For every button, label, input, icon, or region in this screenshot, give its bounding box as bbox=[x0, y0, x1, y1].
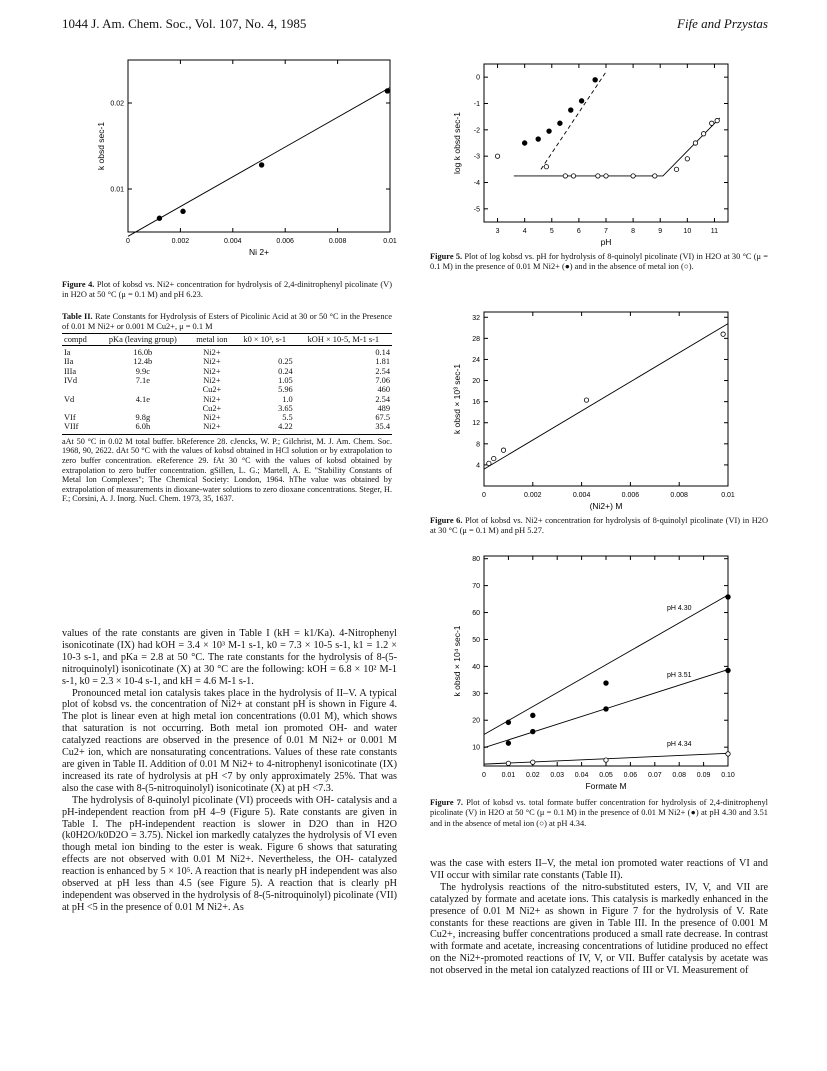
y-tick-label: -5 bbox=[473, 206, 480, 214]
y-tick-label: 32 bbox=[472, 314, 480, 322]
figure-4-caption-text: Plot of kobsd vs. Ni2+ concentration for hydrolysis of 2,4-dinitrophenyl picolinate (V) in H2O at 50 °C (μ = 0.1 M) and pH 6.23. bbox=[62, 280, 392, 300]
table-cell: 7.06 bbox=[375, 376, 390, 385]
data-point-filled bbox=[604, 707, 609, 712]
data-point-open bbox=[604, 174, 608, 178]
plot-frame bbox=[484, 312, 728, 486]
paragraph: The hydrolysis of 8-quinolyl picolinate (VI) proceeds with OH- catalysis and a pH-independent reaction from pH 4–9 (Figure 5). Rate constants are given in Table I. The pH-independent reaction is slower in D2O than in H2O (k0H2O/k0D2O = 3.75). Nickel ion markedly catalyzes the hydrolysis of VI even though metal ion binding to the ester is weak. Figure 6 shows that saturating effects are not observed with 0.01 M Ni2+. Nevertheless, the OH- catalyzed reaction is enhanced by 5 × 10⁵. A reaction that is nearly pH independent was also observed at pH less than 4.5 (see Figure 5). A reaction that is clearly pH independent was observed in the hydrolysis of 8-(5-nitroquinolyl) picolinate (VII) at pH <5 in the presence of 0.01 M Ni2+. As bbox=[62, 794, 397, 913]
table-cell: 67.5 bbox=[375, 413, 390, 423]
y-tick-label: 8 bbox=[476, 441, 480, 449]
left-column-text bbox=[62, 628, 397, 914]
x-tick-label: 3 bbox=[495, 228, 500, 235]
table-row bbox=[62, 404, 392, 413]
data-point-filled bbox=[726, 668, 731, 673]
x-tick-label: 0 bbox=[482, 772, 486, 779]
data-point-filled bbox=[385, 89, 390, 94]
x-tick-label: 0.002 bbox=[171, 238, 190, 245]
x-tick-label: 0.01 bbox=[501, 772, 516, 779]
authors-header: Fife and Przystas bbox=[677, 16, 768, 31]
y-tick-label: 30 bbox=[472, 690, 480, 698]
y-tick-label: 50 bbox=[472, 636, 480, 644]
y-tick-label: -1 bbox=[473, 101, 480, 108]
table-2-header: pKa (leaving group) bbox=[97, 333, 190, 345]
data-point-filled bbox=[593, 78, 598, 83]
table-cell: Ni2+ bbox=[203, 348, 221, 358]
table-row bbox=[62, 422, 392, 434]
x-tick-label: 0.002 bbox=[524, 492, 542, 499]
table-cell: 2.54 bbox=[375, 366, 390, 376]
data-point-open bbox=[492, 456, 496, 460]
table-cell: Ni2+ bbox=[203, 394, 221, 404]
table-cell: 1.0 bbox=[282, 394, 293, 404]
data-point-open bbox=[685, 157, 689, 161]
table-cell: 460 bbox=[377, 385, 390, 395]
table-2-header: metal ion bbox=[189, 333, 235, 345]
table-cell bbox=[62, 404, 97, 413]
data-point-filled bbox=[157, 216, 162, 221]
table-cell: 12.4b bbox=[133, 357, 153, 367]
data-point-filled bbox=[259, 163, 264, 168]
table-row bbox=[62, 413, 392, 422]
data-point-open bbox=[596, 174, 600, 178]
x-tick-label: 0.006 bbox=[276, 238, 294, 245]
y-tick-label: 20 bbox=[472, 378, 480, 386]
x-tick-label: 0 bbox=[482, 492, 486, 499]
table-cell: VIIf bbox=[62, 422, 97, 434]
table-cell: Cu2+ bbox=[202, 385, 222, 395]
table-2-title-text: Rate Constants for Hydrolysis of Esters of Picolinic Acid at 30 or 50 °C in the Presence of 0.01 M Ni2+ or 0.001 M Cu2+, μ = 0.1 M bbox=[62, 312, 392, 332]
x-tick-label: 7 bbox=[604, 228, 608, 235]
data-point-open bbox=[531, 760, 535, 764]
x-tick-label: 0.05 bbox=[599, 772, 613, 779]
x-tick-label: 0.004 bbox=[224, 238, 242, 245]
table-cell: 0.24 bbox=[278, 366, 293, 376]
table-cell: 1.05 bbox=[278, 376, 293, 385]
data-point-open bbox=[604, 758, 608, 762]
y-axis-label: log k obsd sec-1 bbox=[452, 112, 462, 174]
data-point-open bbox=[653, 174, 657, 178]
figure-7-caption-text: Plot of kobsd vs. total formate buffer concentration for hydrolysis of 2,4-dinitrophenyl picolinate (V) in H2O at 50 °C (μ = 0.1 M) in the presence of 0.01 M Ni2+ (●) at pH 4.30 and 3.51 and in the absence of metal ion (○) at pH 4.34. bbox=[430, 798, 769, 828]
data-point-filled bbox=[547, 129, 552, 134]
table-cell: 0.25 bbox=[278, 357, 293, 367]
x-axis-label: Formate M bbox=[585, 781, 627, 791]
y-tick-label: 4 bbox=[476, 462, 480, 470]
data-point-filled bbox=[531, 713, 536, 718]
table-cell: 35.4 bbox=[295, 422, 392, 434]
x-tick-label: 0 bbox=[126, 238, 130, 245]
table-2-title bbox=[62, 312, 392, 333]
x-tick-label: 0.06 bbox=[623, 772, 638, 779]
table-2-grid bbox=[62, 333, 392, 435]
y-tick-label: 10 bbox=[472, 744, 480, 752]
figure-4-caption-label: Figure 4. bbox=[62, 280, 95, 289]
figure-6-caption-label: Figure 6. bbox=[430, 516, 463, 525]
x-tick-label: 0.03 bbox=[550, 772, 565, 779]
data-point-open bbox=[674, 167, 678, 171]
y-tick-label: 16 bbox=[472, 399, 480, 407]
y-tick-label: 0.02 bbox=[110, 100, 124, 108]
fit-line bbox=[541, 72, 606, 169]
figure-5-caption-label: Figure 5. bbox=[430, 252, 463, 261]
fit-line bbox=[128, 88, 390, 237]
table-row bbox=[62, 395, 392, 404]
x-axis-label: (Ni2+) M bbox=[589, 501, 623, 511]
x-axis-label: Ni 2+ bbox=[248, 247, 270, 257]
data-point-open bbox=[571, 174, 575, 178]
table-cell: 4.22 bbox=[235, 422, 295, 434]
figure-6-plot bbox=[440, 306, 740, 514]
table-cell: Ni2+ bbox=[203, 357, 221, 367]
x-tick-label: 0.01 bbox=[383, 238, 397, 245]
table-cell: 1.81 bbox=[375, 357, 390, 367]
y-tick-label: -3 bbox=[473, 153, 480, 161]
table-2-header: compd bbox=[62, 333, 97, 345]
table-cell: 6.0h bbox=[97, 422, 190, 434]
y-axis-label: k obsd × 10³ sec-1 bbox=[452, 363, 462, 435]
data-point-filled bbox=[604, 681, 609, 686]
table-cell: 4.1e bbox=[135, 394, 150, 404]
table-cell: 16.0b bbox=[133, 348, 153, 358]
table-cell: 0.14 bbox=[375, 348, 390, 358]
table-2-header: kOH × 10-5, M-1 s-1 bbox=[295, 333, 392, 345]
table-cell: 5.96 bbox=[278, 385, 293, 395]
y-tick-label: 80 bbox=[472, 556, 480, 564]
data-point-open bbox=[563, 174, 567, 178]
data-point-open bbox=[506, 761, 510, 765]
table-2-header: k0 × 10³, s-1 bbox=[235, 333, 295, 345]
x-tick-label: 0.09 bbox=[696, 772, 711, 779]
data-point-open bbox=[701, 132, 705, 136]
table-cell: Ia bbox=[64, 348, 71, 358]
table-cell: 9.8g bbox=[135, 413, 151, 423]
table-cell: IIa bbox=[64, 357, 74, 367]
figure-7-caption-label: Figure 7. bbox=[430, 798, 464, 807]
x-tick-label: 0.04 bbox=[574, 772, 589, 779]
table-cell: IIIa bbox=[64, 366, 77, 376]
x-tick-label: 0.10 bbox=[721, 772, 735, 779]
data-point-open bbox=[495, 154, 499, 158]
paragraph: The hydrolysis reactions of the nitro-substituted esters, IV, V, and VII are catalyzed by formate and acetate ions. This catalysis is markedly enhanced in the presence of 0.01 M Ni2+ as shown in Figure 7 for the hydrolysis of V. Rate constants for these reactions are given in Table III. In the presence of 0.001 M Cu2+, increasing buffer concentrations produced a small rate decrease. In contrast with formate and acetate, increasing concentrations of lutidine produced no effect on the Ni2+-promoted reactions of IV, V, or VII. Buffer catalysis by acetate was not observed in the metal ion catalyzed reactions of III or VI. Measurement of bbox=[430, 881, 768, 977]
series-label: pH 4.34 bbox=[667, 740, 692, 748]
table-row bbox=[62, 385, 392, 394]
y-tick-label: 40 bbox=[472, 663, 480, 671]
data-point-filled bbox=[579, 99, 584, 104]
table-cell: 9.9c bbox=[135, 366, 150, 376]
figure-7-caption bbox=[430, 798, 768, 829]
x-tick-label: 11 bbox=[710, 228, 719, 235]
x-tick-label: 0.006 bbox=[621, 492, 640, 499]
y-tick-label: -4 bbox=[473, 180, 480, 187]
table-2-title-label: Table II. bbox=[62, 312, 93, 321]
data-point-filled bbox=[522, 141, 527, 146]
table-row bbox=[62, 376, 392, 385]
table-2 bbox=[62, 312, 392, 504]
journal-citation: 1044 J. Am. Chem. Soc., Vol. 107, No. 4, 1985 bbox=[62, 16, 307, 31]
data-point-open bbox=[487, 461, 491, 465]
table-cell bbox=[97, 404, 190, 413]
x-axis-label: pH bbox=[600, 237, 612, 247]
data-point-filled bbox=[536, 137, 541, 142]
table-cell: Ni2+ bbox=[203, 366, 221, 376]
y-tick-label: 20 bbox=[472, 717, 480, 725]
table-cell: VIf bbox=[64, 413, 76, 423]
fit-line bbox=[484, 595, 728, 734]
y-tick-label: 0.01 bbox=[110, 186, 124, 194]
paragraph: Pronounced metal ion catalysis takes place in the hydrolysis of II–V. A typical plot of kobsd vs. the concentration of Ni2+ at constant pH is shown in Figure 4. The plot is linear even at high metal ion concentrations (0.01 M), which shows that saturation is not occurring. Both metal ion promoted OH- and water catalyzed reactions are observed in the presence of 0.01 M Ni2+ or 0.001 M Cu2+ ion, which are nonsaturating concentrations. Values of these rate constants are given in Table II. Addition of 0.01 M Ni2+ to 4-nitrophenyl isonicotinate (IX) increased its rate of hydrolysis at pH <7 by only approximately 25%. That was also the case with 8-(5-nitroquinolyl) isonicotinate (X) at pH <7.3. bbox=[62, 687, 397, 794]
right-column-text bbox=[430, 858, 768, 977]
figure-6-caption bbox=[430, 516, 768, 537]
y-tick-label: 24 bbox=[472, 356, 480, 364]
data-point-filled bbox=[726, 595, 731, 600]
y-tick-label: 12 bbox=[472, 420, 480, 428]
x-tick-label: 0.008 bbox=[670, 492, 688, 499]
table-cell: 7.1e bbox=[135, 376, 150, 385]
x-tick-label: 0.02 bbox=[525, 772, 540, 779]
data-point-filled bbox=[181, 209, 186, 214]
series-label: pH 4.30 bbox=[667, 604, 692, 612]
table-cell: 489 bbox=[377, 403, 390, 413]
figure-6-caption-text: Plot of kobsd vs. Ni2+ concentration for hydrolysis of 8-quinolyl picolinate (VI) in H2O at 30 °C (μ = 0.1 M) and pH 5.27. bbox=[430, 516, 769, 536]
x-tick-label: 0.008 bbox=[328, 238, 347, 245]
plot-frame bbox=[484, 64, 728, 222]
y-tick-label: 70 bbox=[472, 583, 480, 591]
table-cell: Ni2+ bbox=[203, 376, 221, 385]
x-tick-label: 4 bbox=[522, 228, 527, 235]
fit-line bbox=[484, 324, 728, 470]
y-tick-label: -2 bbox=[473, 127, 480, 135]
paragraph: values of the rate constants are given in Table I (kH = k1/Ka). 4-Nitrophenyl isonicotinate (IX) had kOH = 3.4 × 10³ M-1 s-1, k0 = 7.3 × 10-5 s-1, k1 = 1.2 × 10-3 s-1, and pKa = 2.8 at 50 °C. The rate constants for the hydrolysis of 8-(5-nitroquinolyl) isonicotinate (X) at 30 °C are the following: kOH = 6.8 × 10² M-1 s-1, k0 = 2.3 × 10-4 s-1, and kH = 4.6 M-1 s-1. bbox=[62, 628, 397, 687]
y-tick-label: 60 bbox=[472, 610, 480, 618]
table-cell: IVd bbox=[64, 376, 78, 385]
data-point-filled bbox=[568, 108, 573, 113]
x-tick-label: 10 bbox=[683, 228, 692, 235]
table-row bbox=[62, 346, 392, 358]
table-cell: Ni2+ bbox=[189, 422, 235, 434]
figure-5-caption bbox=[430, 252, 768, 273]
x-tick-label: 9 bbox=[658, 228, 663, 235]
table-cell bbox=[97, 385, 190, 394]
data-point-open bbox=[710, 121, 714, 125]
x-tick-label: 0.08 bbox=[672, 772, 687, 779]
data-point-open bbox=[544, 165, 548, 169]
plot-frame bbox=[484, 556, 728, 766]
figure-5-plot bbox=[440, 56, 740, 252]
data-point-open bbox=[631, 174, 635, 178]
figure-7-plot bbox=[440, 550, 740, 795]
table-2-footnotes: aAt 50 °C in 0.02 M total buffer. bReference 28. cJencks, W. P.; Gilchrist, M. J. Am. Chem. Soc. 1968, 90, 2622. dAt 50 °C with the values of kobsd obtained in HCl solution or by extrapolation to zero buffer concentration. eReference 29. fAt 30 °C with the values of kobsd obtained by extrapolation to zero buffer concentration. gSillen, L. G.; Martell, A. E. "Stability Constants of Metal Ion Complexes"; The Chemical Society: London, 1964. hThe value was obtained by extrapolation of measurements in dioxane-water solutions to zero dioxane concentrations. Steger, H. F.; Corsini, A. J. Inorg. Nucl. Chem. 1973, 35, 1637. bbox=[62, 436, 392, 504]
data-point-open bbox=[715, 118, 719, 122]
x-tick-label: 6 bbox=[576, 228, 581, 235]
data-point-filled bbox=[558, 121, 563, 126]
figure-4-plot bbox=[80, 54, 400, 276]
table-cell: Ni2+ bbox=[203, 413, 221, 423]
x-tick-label: 0.01 bbox=[721, 492, 735, 499]
data-point-open bbox=[693, 141, 697, 145]
y-tick-label: 28 bbox=[472, 335, 480, 343]
table-cell: 2.54 bbox=[375, 394, 390, 404]
data-point-filled bbox=[531, 729, 536, 734]
table-cell: Vd bbox=[64, 394, 75, 404]
data-point-open bbox=[721, 332, 725, 336]
x-tick-label: 5 bbox=[549, 228, 554, 235]
table-cell: 5.5 bbox=[282, 413, 293, 423]
table-row bbox=[62, 367, 392, 376]
x-tick-label: 0.004 bbox=[572, 492, 591, 499]
x-tick-label: 8 bbox=[631, 228, 636, 235]
table-row bbox=[62, 357, 392, 366]
data-point-open bbox=[726, 752, 730, 756]
x-tick-label: 0.07 bbox=[647, 772, 662, 779]
data-point-open bbox=[584, 398, 588, 402]
y-tick-label: 0 bbox=[476, 74, 480, 82]
running-header bbox=[62, 16, 768, 36]
table-cell: 3.65 bbox=[278, 403, 293, 413]
data-point-filled bbox=[506, 720, 511, 725]
table-cell bbox=[62, 385, 97, 394]
y-axis-label: k obsd × 10⁴ sec-1 bbox=[452, 625, 462, 697]
y-axis-label: k obsd sec-1 bbox=[96, 121, 106, 171]
table-cell: Cu2+ bbox=[202, 403, 222, 413]
data-point-filled bbox=[506, 741, 511, 746]
paragraph: was the case with esters II–V, the metal ion promoted water reactions of VI and VII occur with similar rate constants (Table II). bbox=[430, 858, 768, 881]
series-label: pH 3.51 bbox=[667, 672, 692, 680]
data-point-open bbox=[501, 448, 505, 452]
plot-frame bbox=[128, 60, 390, 232]
figure-5-caption-text: Plot of log kobsd vs. pH for hydrolysis of 8-quinolyl picolinate (VI) in H2O at 30 °C (μ = 0.1 M) in the presence of 0.01 M Ni2+ (●) and in the absence of metal ion (○). bbox=[430, 252, 769, 272]
table-cell bbox=[235, 346, 295, 358]
figure-4-caption bbox=[62, 280, 392, 301]
